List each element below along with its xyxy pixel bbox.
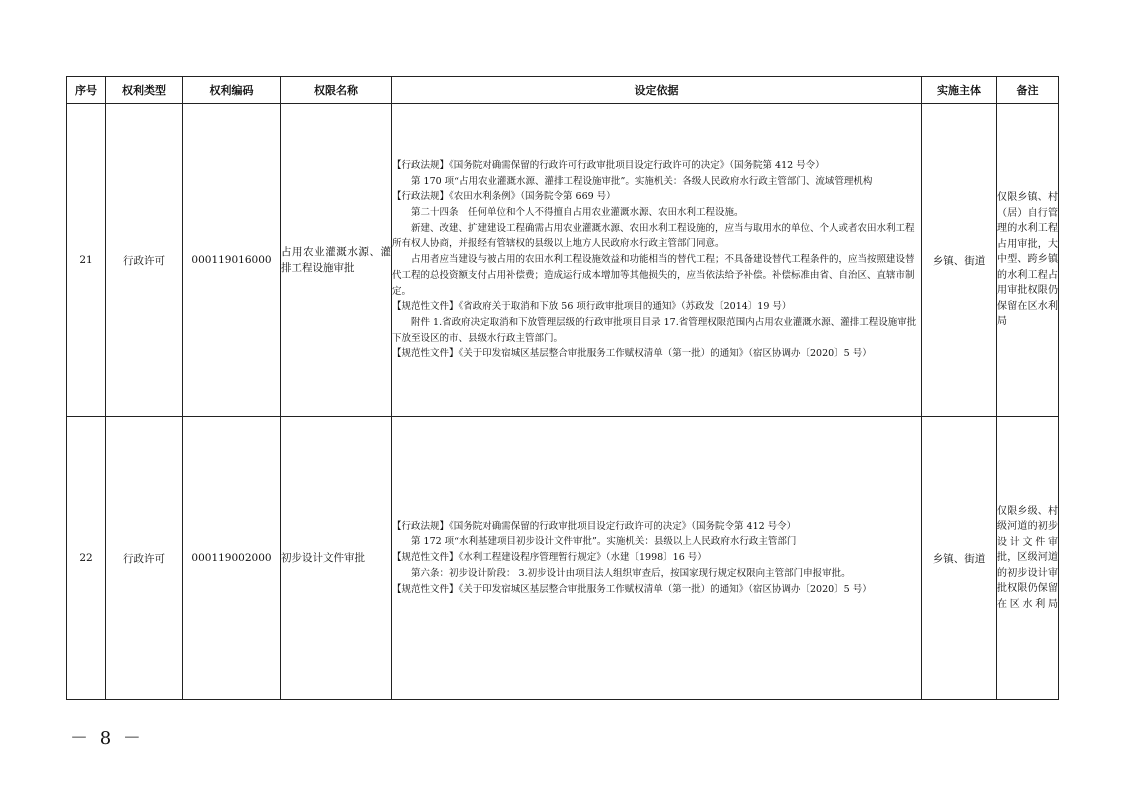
col-header-code: 权利编码 — [183, 77, 281, 104]
basis-line: 【规范性文件】《水利工程建设程序管理暂行规定》（水建〔1998〕16 号） — [392, 552, 707, 564]
basis-line: 第 172 项“水利基建项目初步设计文件审批”。实施机关：县级以上人民政府水行政主管部门 — [411, 536, 797, 548]
row-basis — [392, 417, 922, 700]
basis-line: 第六条：初步设计阶段： 3.初步设计由项目法人组织审查后，按国家现行规定权限向主管部门申报审批。 — [411, 567, 851, 579]
row-basis — [392, 104, 922, 417]
row-type: 行政许可 — [106, 104, 183, 417]
basis-line: 附件 1.省政府决定取消和下放管理层级的行政审批项目目录 17.省管理权限范围内占用农业灌溉水源、灌排工程设施审批 下放至设区的市、县级水行政主管部门。 — [392, 316, 917, 344]
basis-line: 【行政法规】《国务院对确需保留的行政许可行政审批项目设定行政许可的决定》（国务院第 412 号令） — [392, 159, 825, 171]
basis-line: 占用者应当建设与被占用的农田水利工程设施效益和功能相当的替代工程；不具备建设替代工程条件的，应当按照建设替代工程的总投资额支付占用补偿费；造成运行成本增加等其他损失的，应当依法给予补偿。补偿标准由省、自治区、直辖市制定。 — [392, 254, 915, 297]
col-header-name: 权限名称 — [281, 77, 392, 104]
note-text: 仅限乡级、村级河道的初步设计文件审批，区级河道的初步设计审批权限仍保留在区水利局 — [997, 505, 1058, 610]
basis-line: 【规范性文件】《关于印发宿城区基层整合审批服务工作赋权清单（第一批）的通知》（宿区协调办〔2020〕5 号） — [392, 348, 872, 360]
basis-line: 【行政法规】《农田水利条例》（国务院令第 669 号） — [392, 191, 616, 203]
row-note — [997, 104, 1059, 417]
row-code: 000119002000 — [183, 417, 281, 700]
row-no: 22 — [67, 417, 106, 700]
basis-line: 第 170 项“占用农业灌溉水源、灌排工程设施审批”。实施机关：各级人民政府水行政主管部门、流域管理机构 — [411, 175, 873, 187]
basis-line: 【行政法规】《国务院对确需保留的行政审批项目设定行政许可的决定》（国务院令第 412 号令） — [392, 520, 797, 532]
col-header-no: 序号 — [67, 77, 106, 104]
col-header-subject: 实施主体 — [922, 77, 997, 104]
note-text: 仅限乡镇、村（居）自行管理的水利工程占用审批，大中型、跨乡镇的水利工程占用审批权限仍保留在区水利局 — [997, 192, 1058, 328]
col-header-note: 备注 — [997, 77, 1059, 104]
header-row — [67, 77, 1059, 104]
row-name: 初步设计文件审批 — [281, 417, 392, 700]
row-code: 000119016000 — [183, 104, 281, 417]
basis-line: 【规范性文件】《关于印发宿城区基层整合审批服务工作赋权清单（第一批）的通知》（宿区协调办〔2020〕5 号） — [392, 583, 872, 595]
row-type: 行政许可 — [106, 417, 183, 700]
row-no: 21 — [67, 104, 106, 417]
row-subject: 乡镇、街道 — [922, 417, 997, 700]
col-header-type: 权利类型 — [106, 77, 183, 104]
page-number: － 8 － — [70, 728, 144, 749]
authority-table — [66, 76, 1059, 700]
row-note — [997, 417, 1059, 700]
basis-line: 新建、改建、扩建建设工程确需占用农业灌溉水源、农田水利工程设施的，应当与取用水的单位、个人或者农田水利工程所有权人协商，并报经有管辖权的县级以上地方人民政府水行政主管部门同意。 — [392, 222, 915, 250]
basis-line: 第二十四条 任何单位和个人不得擅自占用农业灌溉水源、农田水利工程设施。 — [411, 207, 744, 219]
basis-line: 【规范性文件】《省政府关于取消和下放 56 项行政审批项目的通知》（苏政发〔2014〕19 号） — [392, 301, 792, 313]
col-header-basis: 设定依据 — [392, 77, 922, 104]
row-subject: 乡镇、街道 — [922, 104, 997, 417]
row-name: 占用农业灌溉水源、灌排工程设施审批 — [281, 104, 392, 417]
table-row — [67, 104, 1059, 417]
table-row — [67, 417, 1059, 700]
